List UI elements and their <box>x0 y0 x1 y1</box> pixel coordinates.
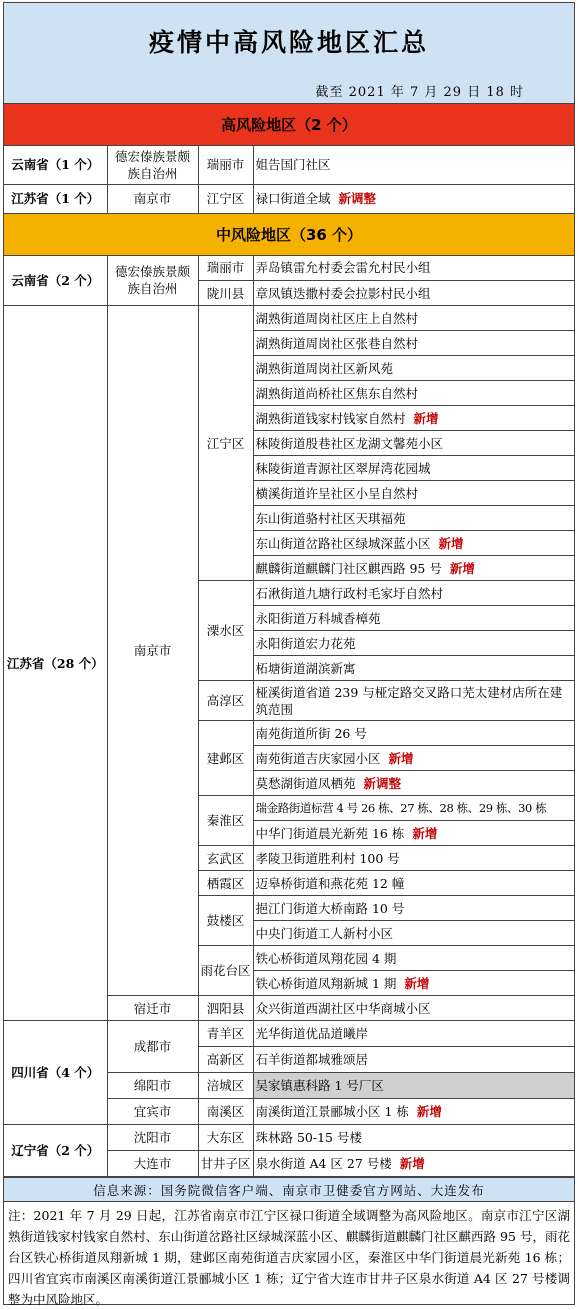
new-tag: 新增 <box>412 825 438 841</box>
city-cell: 南京市 <box>107 306 198 996</box>
location-cell: 珠林路 50-15 号楼 <box>253 1125 574 1151</box>
location-cell <box>253 1099 574 1125</box>
adjusted-tag: 新调整 <box>338 191 377 206</box>
location-cell <box>253 746 574 771</box>
province-cell: 云南省（1 个） <box>4 146 107 184</box>
district-cell: 高淳区 <box>198 681 253 721</box>
location-cell: 秣陵街道殷巷社区龙湖文馨苑小区 <box>253 431 574 456</box>
city-cell: 宿迁市 <box>107 996 198 1021</box>
location-cell: 挹江门街道大桥南路 10 号 <box>253 896 574 921</box>
table-row <box>4 256 574 281</box>
province-cell: 四川省（4 个） <box>4 1021 107 1125</box>
table-row <box>4 184 574 213</box>
location-cell: 石湫街道九塘行政村毛家圩自然村 <box>253 581 574 606</box>
location-cell: 湖熟街道周岗社区庄上自然村 <box>253 306 574 331</box>
table-row <box>4 306 574 331</box>
district-cell: 江宁区 <box>198 184 253 213</box>
district-cell: 栖霞区 <box>198 871 253 896</box>
location-cell: 迈皋桥街道和燕花苑 12 幢 <box>253 871 574 896</box>
district-cell: 大东区 <box>198 1125 253 1151</box>
location-cell: 秣陵街道青源社区翠屏湾花园城 <box>253 456 574 481</box>
location-cell <box>253 184 574 213</box>
location-cell: 铁心桥街道凤翔花园 4 期 <box>253 946 574 971</box>
location-text: 南苑街道吉庆家园小区 <box>255 750 381 766</box>
province-cell: 江苏省（1 个） <box>4 184 107 213</box>
new-tag: 新增 <box>399 1156 425 1171</box>
high-risk-band: 高风险地区（2 个） <box>4 104 574 146</box>
location-cell: 柘塘街道湖滨新寓 <box>253 656 574 681</box>
district-cell: 涪城区 <box>198 1073 253 1099</box>
province-cell: 云南省（2 个） <box>4 256 107 306</box>
district-cell: 鼓楼区 <box>198 896 253 946</box>
location-cell: 永阳街道宏力花苑 <box>253 631 574 656</box>
district-cell: 玄武区 <box>198 846 253 871</box>
location-cell <box>253 406 574 431</box>
city-cell: 成都市 <box>107 1021 198 1073</box>
location-cell: 南苑街道所街 26 号 <box>253 721 574 746</box>
mid-risk-band: 中风险地区（36 个） <box>4 214 574 256</box>
location-cell: 弄岛镇雷允村委会雷允村民小组 <box>253 256 574 281</box>
location-text: 莫愁湖街道凤栖苑 <box>255 775 356 791</box>
district-cell: 秦淮区 <box>198 796 253 846</box>
city-cell: 宜宾市 <box>107 1099 198 1125</box>
note-paragraph: 注：2021 年 7 月 29 日起，江苏省南京市江宁区禄口街道全域调整为高风险地区。南京市江宁区湖熟街道钱家村钱家自然村、东山街道岔路社区绿城深蓝小区、麒麟街道麒麟门社区麒西路 95 号，雨花台区铁心桥街道凤翔新城 1 期，建邺区南苑街道吉庆家园小区，秦淮区中华门街道晨光新苑 16 栋；四川省宜宾市南溪区南溪街道江景郦城小区 1 栋；辽宁省大连市甘井子区泉水街道 A4 区 27 号楼调整为中风险地区。 <box>8 1208 570 1307</box>
location-text: 南溪街道江景郦城小区 1 栋 <box>255 1104 409 1119</box>
district-cell: 溧水区 <box>198 581 253 681</box>
header <box>4 3 574 104</box>
district-cell: 青羊区 <box>198 1021 253 1047</box>
location-cell: 光华街道优品道曦岸 <box>253 1021 574 1047</box>
district-cell: 雨花台区 <box>198 946 253 996</box>
location-text: 麒麟街道麒麟门社区麒西路 95 号 <box>255 560 442 576</box>
location-text: 湖熟街道钱家村钱家自然村 <box>255 410 406 426</box>
location-cell <box>253 771 574 796</box>
table-row <box>4 1021 574 1047</box>
new-tag: 新增 <box>388 750 414 766</box>
table-row <box>4 146 574 184</box>
mid-risk-table <box>4 256 574 1178</box>
location-cell: 东山街道骆村社区天琪福苑 <box>253 506 574 531</box>
location-cell: 吴家镇惠科路 1 号厂区 <box>253 1073 574 1099</box>
location-cell: 众兴街道西湖社区中华商城小区 <box>253 996 574 1021</box>
location-text: 中华门街道晨光新苑 16 栋 <box>255 825 405 841</box>
new-tag: 新增 <box>438 535 464 551</box>
city-cell: 大连市 <box>107 1151 198 1177</box>
location-cell: 孝陵卫街道胜利村 100 号 <box>253 846 574 871</box>
source-line: 信息来源：国务院微信客户端、南京市卫健委官方网站、大连发布 <box>4 1177 574 1202</box>
location-cell: 瑞金路街道标营 4 号 26 栋、27 栋、28 栋、29 栋、30 栋 <box>253 796 574 821</box>
province-cell: 辽宁省（2 个） <box>4 1125 107 1177</box>
deadline-text: 截至 2021 年 7 月 29 日 18 时 <box>315 85 524 100</box>
district-cell: 南溪区 <box>198 1099 253 1125</box>
location-cell <box>253 1151 574 1177</box>
district-cell: 瑞丽市 <box>198 256 253 281</box>
high-risk-table <box>4 146 574 214</box>
city-cell: 德宏傣族景颇族自治州 <box>107 146 198 184</box>
district-cell: 高新区 <box>198 1047 253 1073</box>
location-cell <box>253 971 574 996</box>
location-cell <box>253 821 574 846</box>
location-cell: 姐告国门社区 <box>253 146 574 184</box>
location-cell: 章凤镇迭撒村委会拉影村民小组 <box>253 281 574 306</box>
district-cell: 陇川县 <box>198 281 253 306</box>
location-cell <box>253 556 574 581</box>
location-cell: 石羊街道都城雅颂居 <box>253 1047 574 1073</box>
new-tag: 新增 <box>413 410 439 426</box>
location-cell: 湖熟街道尚桥社区焦东自然村 <box>253 381 574 406</box>
province-cell: 江苏省（28 个） <box>4 306 107 1021</box>
location-cell <box>253 531 574 556</box>
page-title: 疫情中高风险地区汇总 <box>148 28 429 57</box>
district-cell: 泗阳县 <box>198 996 253 1021</box>
location-text: 铁心桥街道凤翔新城 1 期 <box>255 975 397 991</box>
location-text: 泉水街道 A4 区 27 号楼 <box>255 1156 392 1171</box>
risk-area-summary-sheet <box>3 2 575 1305</box>
city-cell: 沈阳市 <box>107 1125 198 1151</box>
location-cell: 横溪街道许呈社区小呈自然村 <box>253 481 574 506</box>
city-cell: 南京市 <box>107 184 198 213</box>
adjusted-tag: 新调整 <box>363 775 402 791</box>
new-tag: 新增 <box>416 1104 442 1119</box>
new-tag: 新增 <box>404 975 430 991</box>
location-cell: 湖熟街道周岗社区张巷自然村 <box>253 331 574 356</box>
location-cell: 中央门街道工人新村小区 <box>253 921 574 946</box>
location-cell: 桠溪街道省道 239 与桠定路交叉路口芜太建材店所在建筑范围 <box>253 681 574 721</box>
new-tag: 新增 <box>449 560 475 576</box>
location-text: 禄口街道全域 <box>255 191 331 206</box>
city-cell: 绵阳市 <box>107 1073 198 1099</box>
location-cell: 永阳街道万科城香樟苑 <box>253 606 574 631</box>
location-cell: 湖熟街道周岗社区新风苑 <box>253 356 574 381</box>
location-text: 东山街道岔路社区绿城深蓝小区 <box>255 535 431 551</box>
district-cell: 建邺区 <box>198 721 253 796</box>
district-cell: 瑞丽市 <box>198 146 253 184</box>
city-cell: 德宏傣族景颇族自治州 <box>107 256 198 306</box>
table-row <box>4 1125 574 1151</box>
district-cell: 甘井子区 <box>198 1151 253 1177</box>
district-cell: 江宁区 <box>198 306 253 581</box>
